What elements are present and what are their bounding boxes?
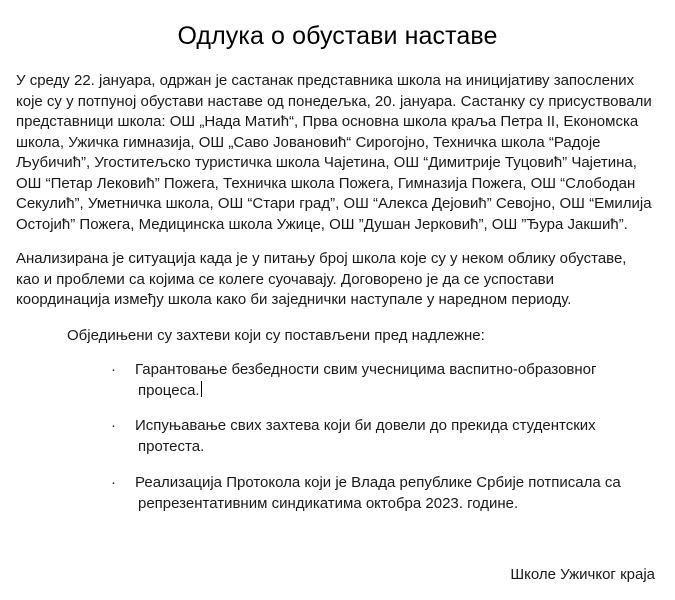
demand-line: Гарантовање безбедности свим учесницима васпитно-образовног	[135, 361, 597, 378]
demand-line-cont	[111, 381, 651, 402]
demand-line: протеста.	[138, 437, 205, 455]
paragraph-line: као и проблеми са којима се колеге суочавају. Договорено је да се успостави	[16, 270, 554, 288]
demand-item	[111, 360, 651, 401]
demand-item	[111, 416, 651, 457]
paragraph-analysis	[16, 249, 666, 311]
bullet-icon: ·	[111, 361, 116, 378]
paragraph-line: Секулић”, Уметничка школа, ОШ “Стари град”, ОШ “Алекса Дејовић” Севојно, ОШ “Емилија	[16, 195, 652, 212]
text-cursor	[201, 381, 202, 397]
paragraph-line: ОШ “Петар Лековић” Пожега, Техничка школа Пожега, Гимназија Пожега, ОШ “Слободан	[16, 174, 636, 192]
document-title: Одлука о обустави наставе	[177, 22, 498, 50]
paragraph-line: школа, Ужичка гимназија, ОШ „Саво Јовановић“ Сирогојно, Техничка школа “Радоје	[16, 133, 601, 151]
paragraph-line: Остојић” Пожега, Медицинска школа Ужице, ОШ ”Душан Јерковић”, ОШ ”Ђура Јакшић”.	[16, 215, 628, 233]
paragraph-line: Љубичић”, Угоститељско туристичка школа Чајетина, ОШ “Димитрије Туцовић” Чајетина,	[16, 154, 637, 171]
demand-item	[111, 473, 651, 514]
paragraph-line: У среду 22. јануара, одржан је састанак представника школа на иницијативу запослених	[16, 72, 635, 89]
paragraph-meeting	[16, 71, 666, 235]
demand-line: Реализација Протокола који је Влада републике Србије потписала са	[135, 474, 621, 491]
paragraph-line: Анализирана је ситуација када је у питању број школа које су у неком облику обуставе,	[16, 250, 627, 267]
signature: Школе Ужичког краја	[510, 566, 655, 583]
paragraph-line: координација између школа како би заједнички наступале у наредном периоду.	[16, 291, 572, 308]
paragraph-line: представници школа: ОШ „Нада Матић“, Прва основна школа краља Петра II, Економска	[16, 113, 639, 130]
demand-line: репрезентативним синдикатима октобра 2023. године.	[138, 494, 519, 512]
demand-line: Испуњавање свих захтева који би довели до прекида студентских	[135, 417, 596, 434]
demand-line-text: процеса.	[138, 381, 200, 399]
demands-intro: Обједињени су захтеви који су постављени пред надлежне:	[67, 327, 485, 344]
bullet-icon: ·	[111, 417, 116, 434]
paragraph-line: које су у потпуној обустави наставе од понедељка, 20. јануара. Састанку су присуствовали	[16, 92, 652, 110]
bullet-icon: ·	[111, 474, 116, 491]
